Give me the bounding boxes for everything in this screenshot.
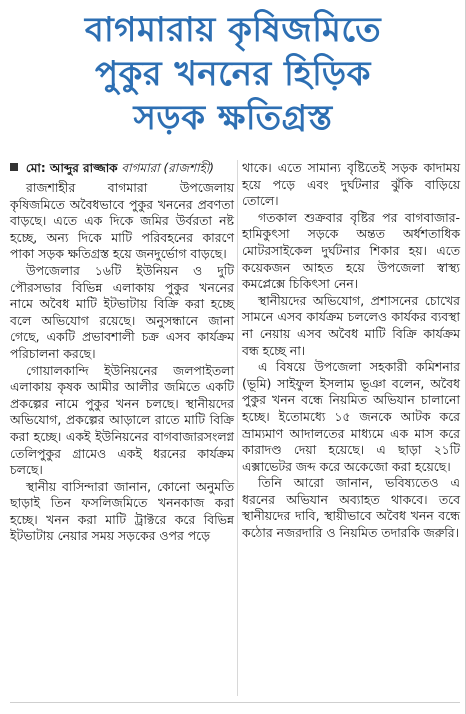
article-column-right [242,160,460,542]
paragraph: গতকাল শুক্রবার বৃষ্টির পর বাগবাজার-হামিকুৎসা সড়কে অন্তত অর্ধশতাধিক মোটরসাইকেল দুর্ঘটনার শিকার হয়। এতে কয়েকজন আহত হয়ে উপজেলা স্বাস্থ্য কমপ্লেক্সে চিকিৎসা নেন। [242,209,460,292]
column-divider [237,160,238,696]
paragraph: স্থানীয়দের অভিযোগ, প্রশাসনের চোখের সামনে এসব কার্যক্রম চললেও কার্যকর ব্যবস্থা না নেয়ায় এসব অবৈধ মাটি বিক্রি কার্যক্রম বন্ধ হচ্ছে না। [242,292,460,358]
square-bullet-icon [10,163,18,171]
byline-place: বাগমারা (রাজশাহী) [121,161,214,175]
headline-line-3: সড়ক ক্ষতিগ্রস্ত [133,98,333,138]
paragraph: এ বিষয়ে উপজেলা সহকারী কমিশনার (ভূমি) সাইফুল ইসলাম ভূঞা বলেন, অবৈধ পুকুর খনন বন্ধে নিয়মিত অভিযান চালানো হচ্ছে। ইতোমধ্যে ১৫ জনকে আটক করে ভ্রাম্যমাণ আদালতের মাধ্যমে এক মাস করে কারাদণ্ড দেয়া হয়েছে। এ ছাড়া ২১টি এক্সাভেটর জব্দ করে অকেজো করা হয়েছে। [242,359,460,474]
paragraph: স্থানীয় বাসিন্দারা জানান, কোনো অনুমতি ছাড়াই তিন ফসলিজমিতে খননকাজ করা হচ্ছে। খনন করা মাটি ট্রাক্টরে করে বিভিন্ন ইটভাটায় নেয়ার সময় সড়কের ওপর পড়ে [10,478,234,544]
paragraph: তিনি আরো জানান, ভবিষ্যতেও এ ধরনের অভিযান অব্যাহত থাকবে। তবে স্থানীয়দের দাবি, স্থায়ীভাবে অবৈধ খনন বন্ধে কঠোর নজরদারি ও নিয়মিত তদারকি জরুরি। [242,475,460,541]
paragraph: রাজশাহীর বাগমারা উপজেলায় কৃষিজমিতে অবৈধভাবে পুকুর খননের প্রবণতা বাড়ছে। এতে এক দিকে জমির উর্বরতা নষ্ট হচ্ছে, অন্য দিকে মাটি পরিবহনের কারণে পাকা সড়ক ক্ষতিগ্রস্ত হয়ে জনদুর্ভোগ বাড়ছে। [10,180,234,262]
bottom-rule [10,702,460,703]
byline-author: মো: আব্দুর রাজ্জাক [25,161,118,175]
paragraph: উপজেলার ১৬টি ইউনিয়ন ও দুটি পৌরসভার বিভিন্ন এলাকায় পুকুর খননের নামে অবৈধ মাটি ইটভাটায় বিক্রি করা হচ্ছে বলে অভিযোগ রয়েছে। অনুসন্ধানে জানা গেছে, একটি প্রভাবশালী চক্র এসব কার্যক্রম পরিচালনা করছে। [10,262,234,361]
headline-line-2: পুকুর খননের হিড়িক [95,54,371,94]
paragraph: গোয়ালকান্দি ইউনিয়নের জলপাইতলা এলাকায় কৃষক আমীর আলীর জমিতে একটি প্রকল্পের নামে পুকুর খনন চলছে। স্থানীয়দের অভিযোগ, প্রকল্পের আড়ালে রাতে মাটি বিক্রি করা হচ্ছে। একই ইউনিয়নের বাগবাজারসংলগ্ন তেলিপুকুর গ্রামেও একই ধরনের কার্যক্রম চলছে। [10,362,234,478]
headline [0,8,466,140]
byline [10,160,236,180]
paragraph: থাকে। এতে সামান্য বৃষ্টিতেই সড়ক কাদাময় হয়ে পড়ে এবং দুর্ঘটনার ঝুঁকি বাড়িয়ে তোলে। [242,160,460,209]
article-column-left [10,180,234,545]
headline-line-1: বাগমারায় কৃষিজমিতে [84,10,382,50]
